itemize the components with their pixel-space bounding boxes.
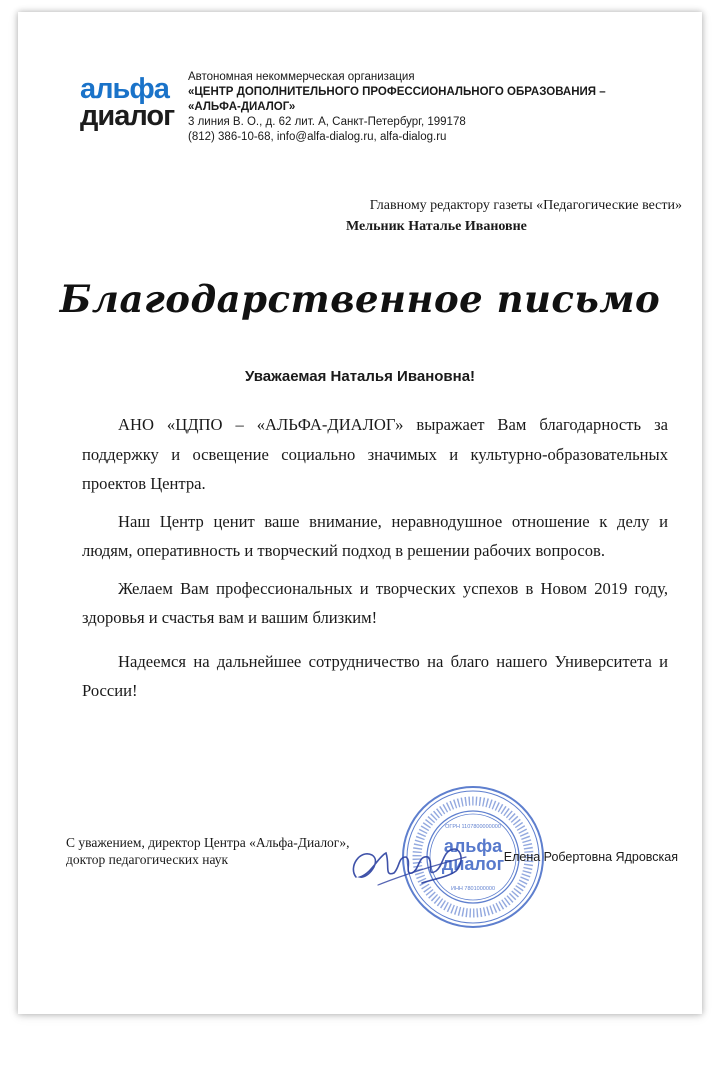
closing-position: С уважением, директор Центра «Альфа-Диалог», xyxy=(66,835,350,850)
org-contacts: (812) 386-10-68, info@alfa-dialog.ru, alfa-dialog.ru xyxy=(188,131,447,143)
stamp-inn: ИНН 7801000000 xyxy=(450,886,496,892)
paragraph-gratitude: АНО «ЦДПО – «АЛЬФА-ДИАЛОГ» выражает Вам благодарность за поддержку и освещение социально значимых и культурно-образовательных проектов Центра. xyxy=(82,415,668,493)
paragraph-cooperation: Надеемся на дальнейшее сотрудничество на благо нашего Университета и России! xyxy=(82,651,668,700)
greeting: Уважаемая Наталья Ивановна! xyxy=(244,368,476,385)
addressee-position: Главному редактору газеты «Педагогические вести» xyxy=(369,198,682,213)
addressee-block xyxy=(322,195,682,237)
letter-page xyxy=(18,12,702,1014)
org-address: 3 линия В. О., д. 62 лит. А, Санкт-Петербург, 199178 xyxy=(188,116,466,128)
org-name-line2: «АЛЬФА-ДИАЛОГ» xyxy=(188,101,296,113)
stamp-logo-line1: альфа xyxy=(443,836,503,856)
document-title: Благодарственное письмо xyxy=(59,277,661,321)
addressee-name: Мельник Наталье Ивановне xyxy=(346,219,527,234)
stamp-logo-line2: диалог xyxy=(441,854,505,874)
stamp-ogrn: ОГРН 1107800000000 xyxy=(445,824,501,830)
paragraph-wishes: Желаем Вам профессиональных и творческих успехов в Новом 2019 году, здоровья и счастья вам и вашим близким! xyxy=(82,578,668,627)
organization-header xyxy=(188,70,658,145)
logo-text-dialog: диалог xyxy=(80,100,175,132)
logo-text-alfa: альфа xyxy=(80,73,169,105)
letter-body xyxy=(82,410,668,714)
org-type: Автономная некоммерческая организация xyxy=(188,71,415,83)
paragraph-appreciation: Наш Центр ценит ваше внимание, неравнодушное отношение к делу и людям, оперативность и творческий подход в решении рабочих вопросов. xyxy=(82,511,668,560)
signer-name: Елена Робертовна Ядровская xyxy=(503,850,678,864)
org-name-line1: «ЦЕНТР ДОПОЛНИТЕЛЬНОГО ПРОФЕССИОНАЛЬНОГО ОБРАЗОВАНИЯ – xyxy=(188,86,606,98)
closing-degree: доктор педагогических наук xyxy=(66,852,229,867)
closing-block xyxy=(66,834,406,868)
alfa-dialog-logo xyxy=(80,74,190,134)
